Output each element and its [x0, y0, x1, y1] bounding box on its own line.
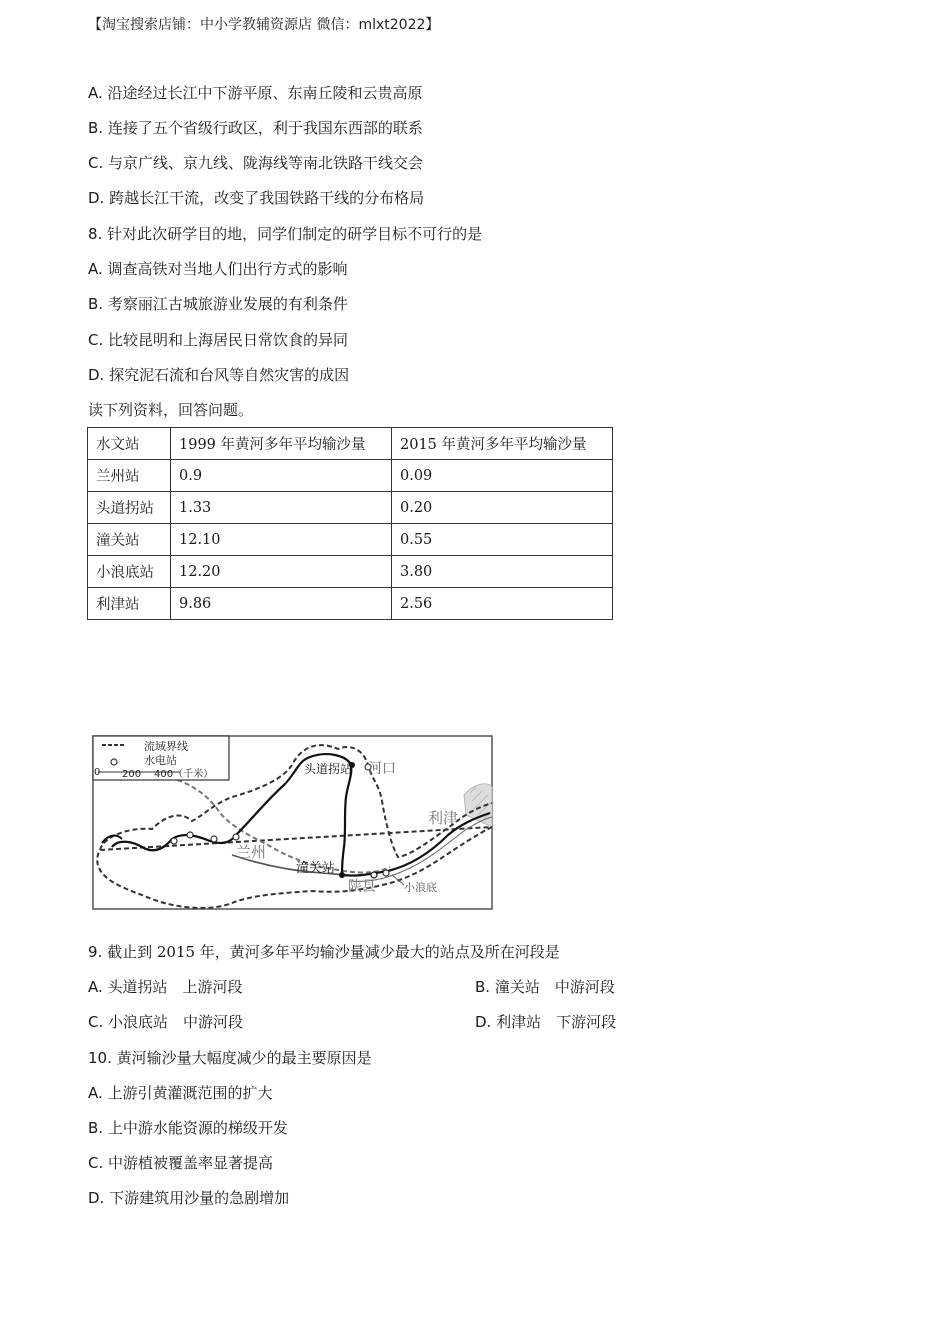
table-row [88, 460, 613, 492]
option-text: 小浪底站 中游河段 [108, 1013, 244, 1031]
option-label: B. [88, 119, 104, 137]
option-label: D. [88, 189, 105, 207]
table-header-cell: 1999 年黄河多年平均输沙量 [171, 428, 392, 460]
table-cell: 1.33 [171, 492, 392, 524]
q8-stem [88, 223, 482, 244]
question-text: 黄河输沙量大幅度减少的最主要原因是 [116, 1049, 372, 1067]
option-label: C. [88, 1013, 104, 1031]
label-tongguan: 潼关站 [296, 861, 336, 876]
q10-option-a [88, 1082, 273, 1103]
reading-intro: 读下列资料，回答问题。 [88, 401, 254, 419]
q7-option-a [88, 82, 423, 103]
table-cell: 头道拐站 [88, 492, 171, 524]
label-toudaoguai: 头道拐站 [304, 762, 353, 776]
option-label: A. [88, 978, 103, 996]
table-row [88, 588, 613, 620]
option-label: B. [88, 1119, 104, 1137]
question-number: 9. [88, 943, 103, 961]
question-text: 截止到 2015 年，黄河多年平均输沙量减少最大的站点及所在河段是 [107, 943, 560, 961]
legend-station-symbol [111, 759, 117, 765]
table-header-cell: 水文站 [88, 428, 171, 460]
option-text: 利津站 下游河段 [496, 1013, 617, 1031]
label-shanxian: 陕县 [348, 879, 376, 895]
table-cell: 潼关站 [88, 524, 171, 556]
option-text: 探究泥石流和台风等自然灾害的成因 [109, 366, 350, 384]
scale-label-400: 400（千米） [154, 769, 214, 780]
q7-option-d [88, 187, 424, 208]
option-text: 与京广线、京九线、陇海线等南北铁路干线交会 [108, 154, 424, 172]
scale-label-200: 200 [122, 769, 142, 780]
q9-stem [88, 941, 560, 962]
legend-boundary-label: 流域界线 [144, 740, 188, 753]
option-text: 下游建筑用沙量的急剧增加 [109, 1189, 290, 1207]
q8-option-b [88, 293, 348, 314]
question-text: 针对此次研学目的地，同学们制定的研学目标不可行的是 [107, 225, 483, 243]
option-label: A. [88, 260, 103, 278]
option-label: D. [475, 1013, 492, 1031]
table-row [88, 556, 613, 588]
label-hekou: 河口 [368, 761, 396, 777]
option-text: 考察丽江古城旅游业发展的有利条件 [107, 295, 348, 313]
table-cell: 兰州站 [88, 460, 171, 492]
table-cell: 9.86 [171, 588, 392, 620]
question-number: 8. [88, 225, 103, 243]
option-text: 上游引黄灌溉范围的扩大 [107, 1084, 273, 1102]
label-xiaolangdi: 小浪底 [404, 881, 437, 894]
question-number: 10. [88, 1049, 112, 1067]
label-lijin: 利津 [428, 809, 459, 827]
xiaolangdi-station-dot [371, 872, 377, 878]
option-label: D. [88, 366, 105, 384]
option-label: B. [88, 295, 104, 313]
scale-label-0: 0 [94, 767, 101, 778]
page-header-watermark: 【淘宝搜索店铺：中小学教辅资源店 微信：mlxt2022】 [88, 17, 440, 33]
table-row [88, 524, 613, 556]
q10-stem [88, 1047, 372, 1068]
option-text: 沿途经过长江中下游平原、东南丘陵和云贵高原 [107, 84, 423, 102]
q8-option-c [88, 329, 348, 350]
table-cell: 0.09 [392, 460, 613, 492]
q8-option-d [88, 364, 349, 385]
option-text: 潼关站 中游河段 [494, 978, 615, 996]
q7-option-c [88, 152, 423, 173]
label-lanzhou: 兰州 [236, 843, 267, 861]
option-label: A. [88, 84, 103, 102]
option-text: 连接了五个省级行政区，利于我国东西部的联系 [107, 119, 423, 137]
sediment-table [87, 427, 613, 620]
option-text: 上中游水能资源的梯级开发 [107, 1119, 288, 1137]
tongguan-station-dot [339, 872, 345, 878]
option-text: 中游植被覆盖率显著提高 [108, 1154, 274, 1172]
table-cell: 利津站 [88, 588, 171, 620]
legend-station-label: 水电站 [144, 754, 177, 767]
option-text: 调查高铁对当地人们出行方式的影响 [107, 260, 348, 278]
table-header-row [88, 428, 613, 460]
q10-option-d [88, 1187, 289, 1208]
table-header-cell: 2015 年黄河多年平均输沙量 [392, 428, 613, 460]
option-label: A. [88, 1084, 103, 1102]
q7-option-b [88, 117, 423, 138]
option-label: B. [475, 978, 491, 996]
q10-option-c [88, 1152, 273, 1173]
option-label: D. [88, 1189, 105, 1207]
table-cell: 12.10 [171, 524, 392, 556]
yellow-river-map [92, 735, 493, 910]
q9-option-d [475, 1011, 616, 1032]
map-figure [92, 735, 493, 910]
option-text: 头道拐站 上游河段 [107, 978, 243, 996]
table-cell: 0.55 [392, 524, 613, 556]
table-cell: 2.56 [392, 588, 613, 620]
option-label: C. [88, 1154, 104, 1172]
option-text: 比较昆明和上海居民日常饮食的异同 [108, 331, 349, 349]
option-text: 跨越长江干流，改变了我国铁路干线的分布格局 [109, 189, 425, 207]
q8-option-a [88, 258, 348, 279]
table-cell: 0.9 [171, 460, 392, 492]
q9-option-b [475, 976, 615, 997]
table-row [88, 492, 613, 524]
q10-option-b [88, 1117, 288, 1138]
option-label: C. [88, 154, 104, 172]
table-cell: 小浪底站 [88, 556, 171, 588]
table-cell: 12.20 [171, 556, 392, 588]
q9-option-a [88, 976, 243, 997]
table-cell: 0.20 [392, 492, 613, 524]
table-cell: 3.80 [392, 556, 613, 588]
q9-option-c [88, 1011, 243, 1032]
option-label: C. [88, 331, 104, 349]
